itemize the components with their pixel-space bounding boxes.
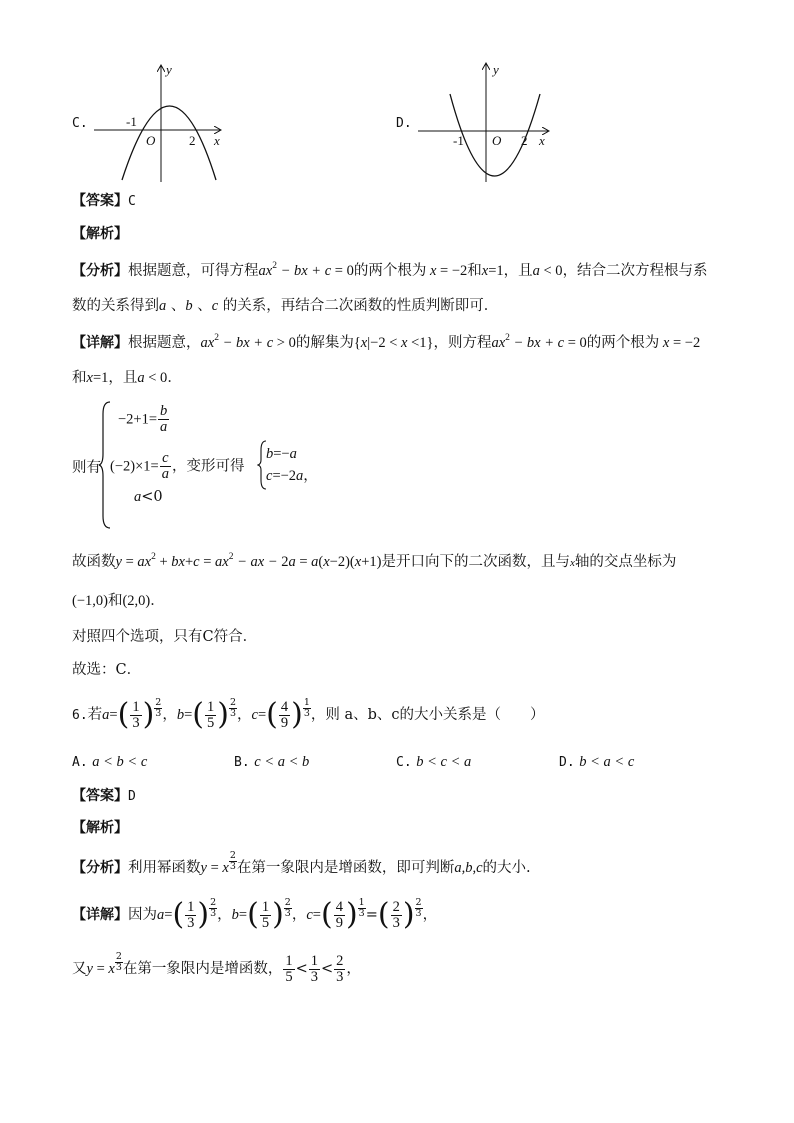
q5-fenxi-line-1: 【分析】根据题意，可得方程$ax^2$ − bx + c = 0的两个根为 x = −2和x=1，且a < 0，结合二次方程根与系	[72, 261, 708, 279]
q5-analysis-heading: 【解析】	[72, 226, 128, 242]
q6-option-c: C. b < c < a	[396, 754, 472, 770]
eq-a-negative: a<0	[134, 489, 163, 505]
graph-d-parabola	[416, 58, 556, 184]
tick-2: 2	[189, 133, 196, 148]
option-d-label: D.	[396, 116, 412, 131]
q5-compare-line: 对照四个选项，只有C符合．	[72, 629, 258, 645]
q6-increasing-line: 又y = x $\frac{2}{3}$ 在第一象限内是增函数， $\frac{1}{5}$ < $\frac{1}{3}$ < $\frac{2}{3}$ ，	[72, 951, 361, 985]
q6-analysis-heading: 【解析】	[72, 820, 128, 836]
origin-label: O	[146, 133, 156, 148]
answer-value: C	[128, 194, 136, 209]
eq-sum-roots: −2+1= $\frac{b}{a}$	[118, 403, 168, 435]
q6-answer-line: 【答案】D	[72, 788, 136, 804]
q5-xiangjie-line-1: 【详解】根据题意，$ax^2$ − bx + c > 0的解集为{x|−2 < x <1}，则方程$ax^2$ − bx + c = 0的两个根为 x = −2	[72, 333, 701, 351]
graph-c-parabola	[90, 62, 230, 186]
q6-stem: 6.若a=( $\frac{1}{3}$ ) $\frac{2}{3}$ ，b=( $\frac{1}{5}$ ) $\frac{2}{3}$ ，c=( $\frac{4}{9}$ ) $\frac{1}{3}$ ，则 a、b、c的大小关系是（ ）	[72, 697, 545, 732]
q6-fenxi-line: 【分析】利用幂函数y = x $\frac{2}{3}$ 在第一象限内是增函数，即可判断a,b,c的大小.	[72, 850, 531, 876]
q6-option-b: B. c < a < b	[234, 754, 310, 770]
option-c-label: C.	[72, 116, 88, 131]
q5-fenxi-line-2: 数的关系得到a 、b 、c 的关系，再结合二次函数的性质判断即可．	[72, 298, 499, 314]
eq-product-roots: (−2)×1= $\frac{c}{a}$ ，变形可得	[110, 450, 245, 482]
x-axis-label: x	[539, 133, 545, 148]
zeyou-text: 则有	[72, 460, 101, 476]
q5-xiangjie-line-2: 和x=1，且a < 0．	[72, 370, 182, 386]
q5-answer-line	[72, 191, 136, 212]
answer-tag: 【答案】	[72, 193, 128, 209]
y-axis-label: y	[493, 62, 499, 77]
tick-neg-1: -1	[126, 114, 137, 129]
y-axis-label: y	[166, 62, 172, 77]
q6-xiangjie-line: 【详解】因为a=( $\frac{1}{3}$ ) $\frac{2}{3}$ ，b=( $\frac{1}{5}$ ) $\frac{2}{3}$ ，c=( $\frac{4}{9}$ ) $\frac{1}{3}$ =( $\frac{2}{3}$ ) $\frac{2}{3}$ ，	[72, 897, 438, 932]
q5-function-line: 故函数$y = ax^2 + bx+c = ax^2$ − ax − 2a = a(x−2)(x+1)是开口向下的二次函数，且与x轴的交点坐标为	[72, 552, 677, 570]
q6-option-d: D. b < a < c	[559, 754, 635, 770]
tick-neg-1: -1	[453, 133, 464, 148]
q5-choose-line: 故选：C．	[72, 662, 142, 678]
origin-label: O	[492, 133, 502, 148]
transformed-system: b=−a c=−2a，	[266, 446, 318, 484]
tick-2: 2	[521, 133, 528, 148]
q6-option-a: A. a < b < c	[72, 754, 148, 770]
x-axis-label: x	[214, 133, 220, 148]
q5-points-line: (−1,0)和(2,0)．	[72, 593, 165, 609]
